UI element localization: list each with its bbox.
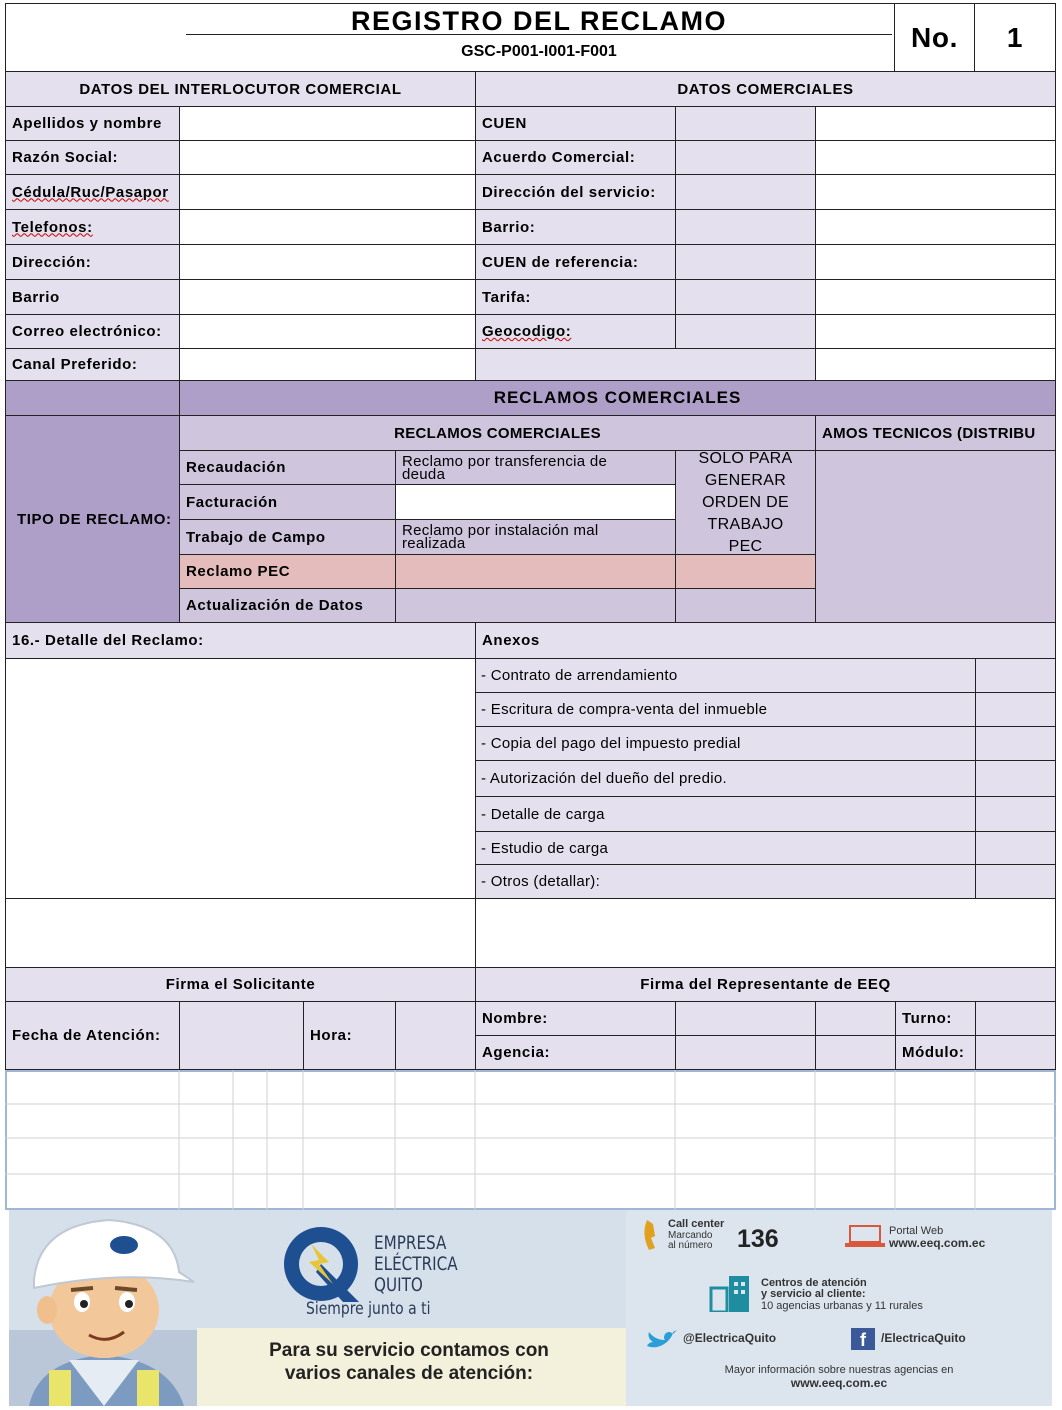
marcando-label: Marcando — [668, 1230, 713, 1241]
spreadsheet-grid — [5, 1070, 1056, 1210]
detail-reclamo-pec[interactable] — [395, 554, 676, 589]
centros-l3: 10 agencias urbanas y 11 rurales — [761, 1300, 923, 1312]
centros-l2: y servicio al cliente: — [761, 1288, 866, 1300]
portal-web-label: Portal Web — [889, 1225, 944, 1237]
label-razon-social: Razón Social: — [5, 140, 180, 175]
agencia-input-extra[interactable] — [815, 1035, 896, 1070]
input-barrio-servicio[interactable] — [675, 209, 816, 245]
facebook-handle[interactable]: /ElectricaQuito — [881, 1331, 966, 1345]
detail-actualizacion[interactable] — [395, 588, 676, 623]
fecha-atencion-label: Fecha de Atención: — [5, 1001, 180, 1070]
banner-message-l1: Para su servicio contamos con — [269, 1340, 549, 1361]
input-direccion-servicio[interactable] — [675, 174, 816, 210]
turno-label: Turno: — [895, 1001, 976, 1036]
modulo-label: Módulo: — [895, 1035, 976, 1070]
band-title: RECLAMOS COMERCIALES — [179, 380, 1056, 416]
label-telefonos — [5, 209, 180, 245]
input-cuen-extra[interactable] — [815, 106, 1056, 141]
hora-input[interactable] — [395, 1001, 476, 1070]
tecnicos-title: AMOS TECNICOS (DISTRIBU — [815, 415, 1056, 451]
input-correo[interactable] — [179, 314, 476, 349]
solo-para-pec: SOLO PARA GENERAR ORDEN DE TRABAJO PEC — [675, 450, 816, 555]
fecha-atencion-input[interactable] — [179, 1001, 304, 1070]
anexo-autorizacion: - Autorización del dueño del predio. — [475, 760, 976, 797]
anexo-escritura: - Escritura de compra-venta del inmueble — [475, 692, 976, 727]
input-geocodigo-extra[interactable] — [815, 314, 1056, 349]
band-left — [5, 380, 180, 416]
label-cedula-text: Cédula/Ruc/Pasapor — [12, 183, 169, 201]
label-barrio-servicio: Barrio: — [475, 209, 676, 245]
anexo-detalle-carga: - Detalle de carga — [475, 796, 976, 832]
input-telefonos[interactable] — [179, 209, 476, 245]
label-cuen-referencia: CUEN de referencia: — [475, 244, 676, 280]
mayor-informacion: Mayor información sobre nuestras agencias en — [724, 1364, 954, 1376]
tipo-reclamo-label: TIPO DE RECLAMO: — [5, 415, 180, 623]
hora-label: Hora: — [303, 1001, 396, 1070]
anexo-escritura-check[interactable] — [975, 692, 1056, 727]
section-interlocutor: DATOS DEL INTERLOCUTOR COMERCIAL — [5, 71, 476, 107]
company-name-l3: QUITO — [374, 1274, 423, 1296]
detalle-textarea[interactable] — [5, 658, 476, 899]
anexo-contrato-check[interactable] — [975, 658, 1056, 693]
input-cedula[interactable] — [179, 174, 476, 210]
label-telefonos-text: Telefonos: — [12, 218, 93, 236]
input-tarifa[interactable] — [675, 279, 816, 315]
portal-web-url[interactable]: www.eeq.com.ec — [889, 1236, 986, 1250]
anexo-detalle-carga-check[interactable] — [975, 796, 1056, 832]
input-barrio[interactable] — [179, 279, 476, 315]
input-acuerdo[interactable] — [675, 140, 816, 175]
input-direccion[interactable] — [179, 244, 476, 280]
input-geocodigo[interactable] — [675, 314, 816, 349]
nombre-label: Nombre: — [475, 1001, 676, 1036]
mayor-informacion-url[interactable]: www.eeq.com.ec — [790, 1376, 888, 1390]
input-tarifa-extra[interactable] — [815, 279, 1056, 315]
input-apellidos[interactable] — [179, 106, 476, 141]
agencia-input[interactable] — [675, 1035, 816, 1070]
anexo-contrato: - Contrato de arrendamiento — [475, 658, 976, 693]
banner-message-l2: varios canales de atención: — [284, 1363, 534, 1384]
label-cuen: CUEN — [475, 106, 676, 141]
firma-solicitante-label: Firma el Solicitante — [5, 967, 476, 1002]
signature-solicitante-area[interactable] — [5, 898, 476, 968]
call-center-number[interactable]: 136 — [737, 1225, 779, 1253]
extra-actualizacion[interactable] — [675, 588, 816, 623]
detalle-label: 16.- Detalle del Reclamo: — [5, 622, 476, 659]
page-title: REGISTRO DEL RECLAMO — [186, 5, 892, 35]
firma-representante-label: Firma del Representante de EEQ — [475, 967, 1056, 1002]
anexo-estudio-carga: - Estudio de carga — [475, 831, 976, 865]
agencia-label: Agencia: — [475, 1035, 676, 1070]
section-comerciales: DATOS COMERCIALES — [475, 71, 1056, 107]
label-canal: Canal Preferido: — [5, 348, 180, 381]
label-geocodigo — [475, 314, 676, 349]
option-trabajo-campo[interactable]: Trabajo de Campo — [179, 519, 396, 555]
company-name-l2: ELÉCTRICA — [374, 1253, 458, 1275]
phone-icon — [641, 1218, 663, 1252]
label-cedula — [5, 174, 180, 210]
grid-lines — [5, 1070, 1056, 1210]
input-barrio-servicio-extra[interactable] — [815, 209, 1056, 245]
anexo-autorizacion-check[interactable] — [975, 760, 1056, 797]
centros-l1: Centros de atención — [761, 1277, 867, 1289]
blank-row-right-extra — [815, 348, 1056, 381]
label-acuerdo: Acuerdo Comercial: — [475, 140, 676, 175]
building-icon — [709, 1272, 753, 1312]
label-tarifa: Tarifa: — [475, 279, 676, 315]
modulo-input[interactable] — [975, 1035, 1056, 1070]
detail-facturacion[interactable] — [395, 484, 676, 520]
input-direccion-servicio-extra[interactable] — [815, 174, 1056, 210]
turno-input[interactable] — [975, 1001, 1056, 1036]
mascot-illustration — [9, 1210, 199, 1406]
input-canal[interactable] — [179, 348, 476, 381]
input-cuen-referencia[interactable] — [675, 244, 816, 280]
nombre-input-extra[interactable] — [815, 1001, 896, 1036]
anexo-otros-check[interactable] — [975, 864, 1056, 899]
detail-trabajo-campo[interactable]: Reclamo por instalación mal realizada — [395, 519, 676, 555]
eeq-logo-icon — [281, 1224, 361, 1304]
label-apellidos: Apellidos y nombre — [5, 106, 180, 141]
input-acuerdo-extra[interactable] — [815, 140, 1056, 175]
call-center-label: Call center — [668, 1218, 725, 1230]
facebook-icon: f — [851, 1328, 875, 1350]
slogan: Siempre junto a ti — [306, 1299, 431, 1319]
input-cuen-referencia-extra[interactable] — [815, 244, 1056, 280]
label-geocodigo-text: Geocodigo: — [482, 323, 572, 340]
eeq-banner — [9, 1210, 1052, 1406]
label-correo: Correo electrónico: — [5, 314, 180, 349]
label-direccion-servicio: Dirección del servicio: — [475, 174, 676, 210]
option-facturacion[interactable]: Facturación — [179, 484, 396, 520]
tecnicos-area — [815, 450, 1056, 623]
label-direccion: Dirección: — [5, 244, 180, 280]
company-name-l1: EMPRESA — [374, 1232, 447, 1254]
blank-row-right — [475, 348, 816, 381]
input-razon-social[interactable] — [179, 140, 476, 175]
sub-title-comerciales: RECLAMOS COMERCIALES — [179, 415, 816, 451]
extra-reclamo-pec[interactable] — [675, 554, 816, 589]
laptop-icon — [845, 1224, 885, 1248]
anexo-otros: - Otros (detallar): — [475, 864, 976, 899]
option-reclamo-pec[interactable]: Reclamo PEC — [179, 554, 396, 589]
twitter-icon — [645, 1328, 677, 1352]
no-label: No. — [894, 3, 975, 72]
anexo-impuesto: - Copia del pago del impuesto predial — [475, 726, 976, 761]
form-code: GSC-P001-I001-F001 — [461, 43, 617, 60]
option-recaudacion[interactable]: Recaudación — [179, 450, 396, 485]
input-cuen[interactable] — [675, 106, 816, 141]
twitter-handle[interactable]: @ElectricaQuito — [683, 1331, 777, 1345]
anexos-label: Anexos — [475, 622, 1056, 659]
detail-recaudacion[interactable]: Reclamo por transferencia de deuda — [395, 450, 676, 485]
label-barrio: Barrio — [5, 279, 180, 315]
anexo-estudio-carga-check[interactable] — [975, 831, 1056, 865]
anexo-impuesto-check[interactable] — [975, 726, 1056, 761]
option-actualizacion[interactable]: Actualización de Datos — [179, 588, 396, 623]
signature-representante-area[interactable] — [475, 898, 1056, 968]
nombre-input[interactable] — [675, 1001, 816, 1036]
al-numero-label: al número — [668, 1240, 713, 1251]
no-value[interactable]: 1 — [974, 3, 1056, 72]
